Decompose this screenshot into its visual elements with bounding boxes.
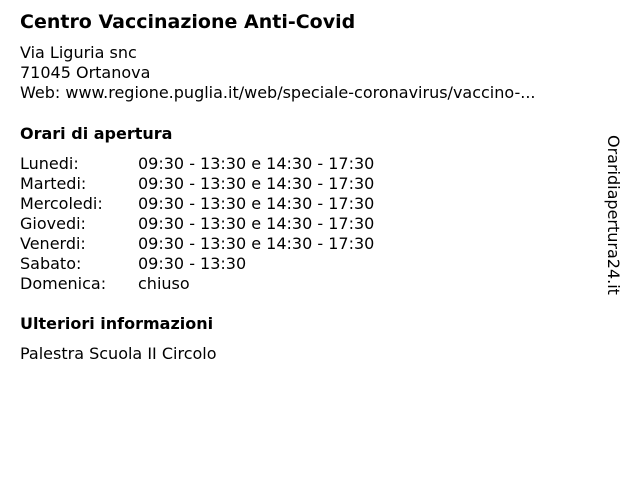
hours-value: 09:30 - 13:30 e 14:30 - 17:30 [138, 194, 375, 213]
hours-value: 09:30 - 13:30 e 14:30 - 17:30 [138, 174, 375, 193]
day-label: Lunedi: [20, 154, 79, 173]
hours-row-tuesday [20, 174, 374, 194]
day-label: Martedi: [20, 174, 87, 193]
hours-value: 09:30 - 13:30 e 14:30 - 17:30 [138, 234, 375, 253]
more-info-title: Ulteriori informazioni [20, 314, 214, 333]
street-address: Via Liguria snc [20, 43, 137, 62]
more-info-text: Palestra Scuola II Circolo [20, 344, 217, 363]
hours-value: 09:30 - 13:30 [138, 254, 247, 273]
hours-row-sunday [20, 274, 374, 294]
hours-value: chiuso [138, 274, 190, 293]
day-label: Giovedi: [20, 214, 86, 233]
day-label: Sabato: [20, 254, 82, 273]
business-address [20, 43, 536, 103]
business-title: Centro Vaccinazione Anti-Covid [20, 11, 356, 33]
hours-row-friday [20, 234, 374, 254]
website-link[interactable]: Web: www.regione.puglia.it/web/speciale-coronavirus/vaccino-... [20, 83, 536, 102]
day-label: Venerdi: [20, 234, 86, 253]
hours-value: 09:30 - 13:30 e 14:30 - 17:30 [138, 214, 375, 233]
day-label: Domenica: [20, 274, 107, 293]
hours-row-wednesday [20, 194, 374, 214]
opening-hours-list [20, 154, 374, 294]
hours-row-saturday [20, 254, 374, 274]
hours-row-thursday [20, 214, 374, 234]
opening-hours-title: Orari di apertura [20, 124, 173, 143]
hours-row-monday [20, 154, 374, 174]
brand-watermark: Oraridiapertura24.it [604, 135, 623, 295]
day-label: Mercoledi: [20, 194, 103, 213]
postal-city: 71045 Ortanova [20, 63, 151, 82]
hours-value: 09:30 - 13:30 e 14:30 - 17:30 [138, 154, 375, 173]
